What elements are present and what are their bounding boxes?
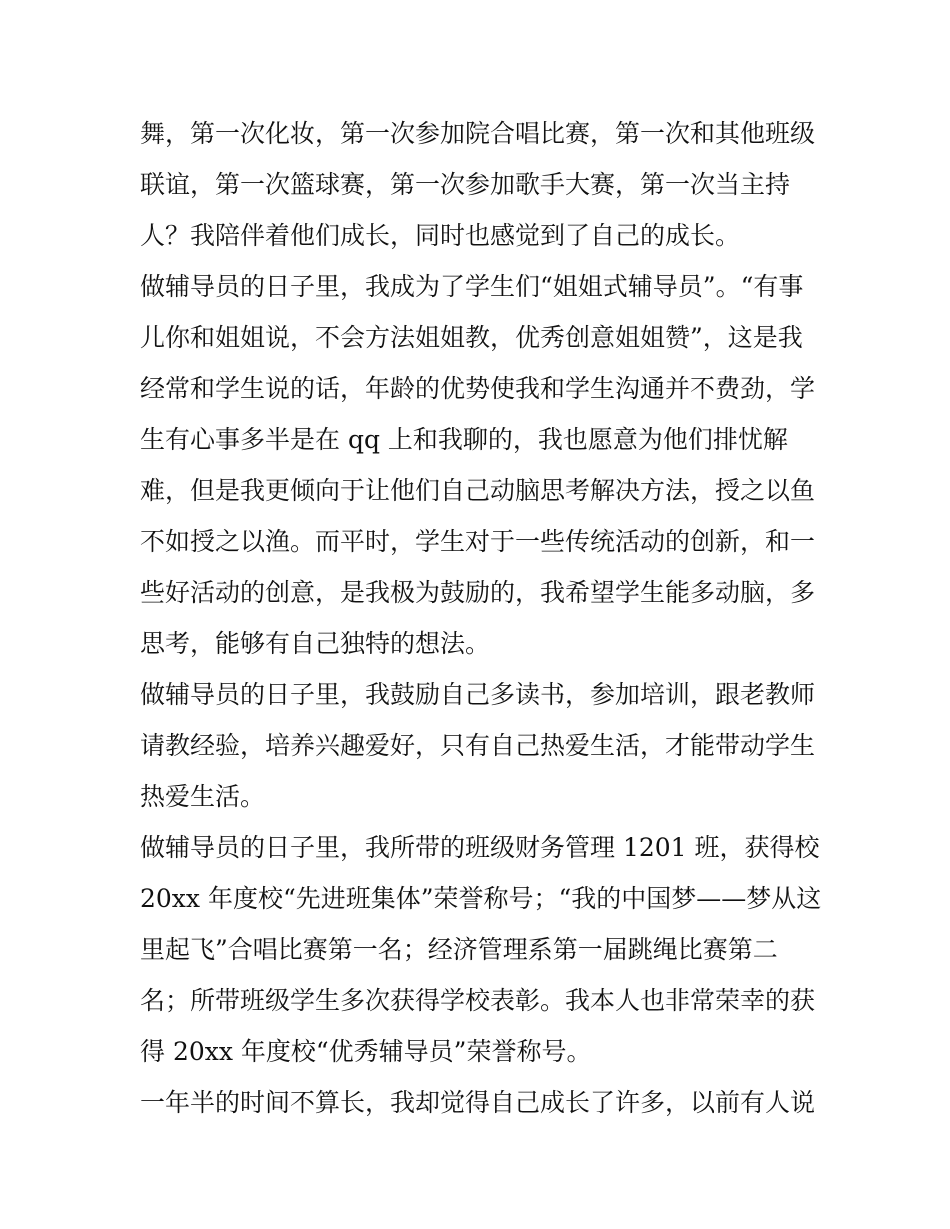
- text-line: 请教经验，培养兴趣爱好，只有自己热爱生活，才能带动学生: [140, 731, 816, 760]
- text-line: 舞，第一次化妆，第一次参加院合唱比赛，第一次和其他班级: [140, 119, 816, 148]
- text-line: 儿你和姐姐说，不会方法姐姐教，优秀创意姐姐赞”，这是我: [140, 323, 803, 352]
- document-body: [140, 108, 830, 1128]
- text-line: 一年半的时间不算长，我却觉得自己成长了许多，以前有人说: [140, 1088, 816, 1117]
- text-line: 热爱生活。: [140, 782, 266, 811]
- text-line: 些好活动的创意，是我极为鼓励的，我希望学生能多动脑，多: [140, 578, 816, 607]
- text-line: 不如授之以渔。而平时，学生对于一些传统活动的创新，和一: [140, 527, 816, 556]
- text-line: 做辅导员的日子里，我所带的班级财务管理 1201 班，获得校: [140, 833, 820, 862]
- text-line: 人？我陪伴着他们成长，同时也感觉到了自己的成长。: [140, 221, 741, 250]
- text-line: 做辅导员的日子里，我鼓励自己多读书，参加培训，跟老教师: [140, 680, 816, 709]
- text-line: 20xx 年度校“先进班集体”荣誉称号；“我的中国梦——梦从这: [140, 884, 822, 913]
- text-line: 思考，能够有自己独特的想法。: [140, 629, 491, 658]
- text-line: 经常和学生说的话，年龄的优势使我和学生沟通并不费劲，学: [140, 374, 816, 403]
- text-line: 难，但是我更倾向于让他们自己动脑思考解决方法，授之以鱼: [140, 476, 816, 505]
- text-line: 得 20xx 年度校“优秀辅导员”荣誉称号。: [140, 1037, 592, 1066]
- text-line: 做辅导员的日子里，我成为了学生们“姐姐式辅导员”。“有事: [140, 272, 804, 301]
- text-line: 名；所带班级学生多次获得学校表彰。我本人也非常荣幸的获: [140, 986, 816, 1015]
- text-line: 里起飞”合唱比赛第一名；经济管理系第一届跳绳比赛第二: [140, 935, 778, 964]
- text-line: 生有心事多半是在 qq 上和我聊的，我也愿意为他们排忧解: [140, 425, 788, 454]
- text-line: 联谊，第一次篮球赛，第一次参加歌手大赛，第一次当主持: [140, 170, 791, 199]
